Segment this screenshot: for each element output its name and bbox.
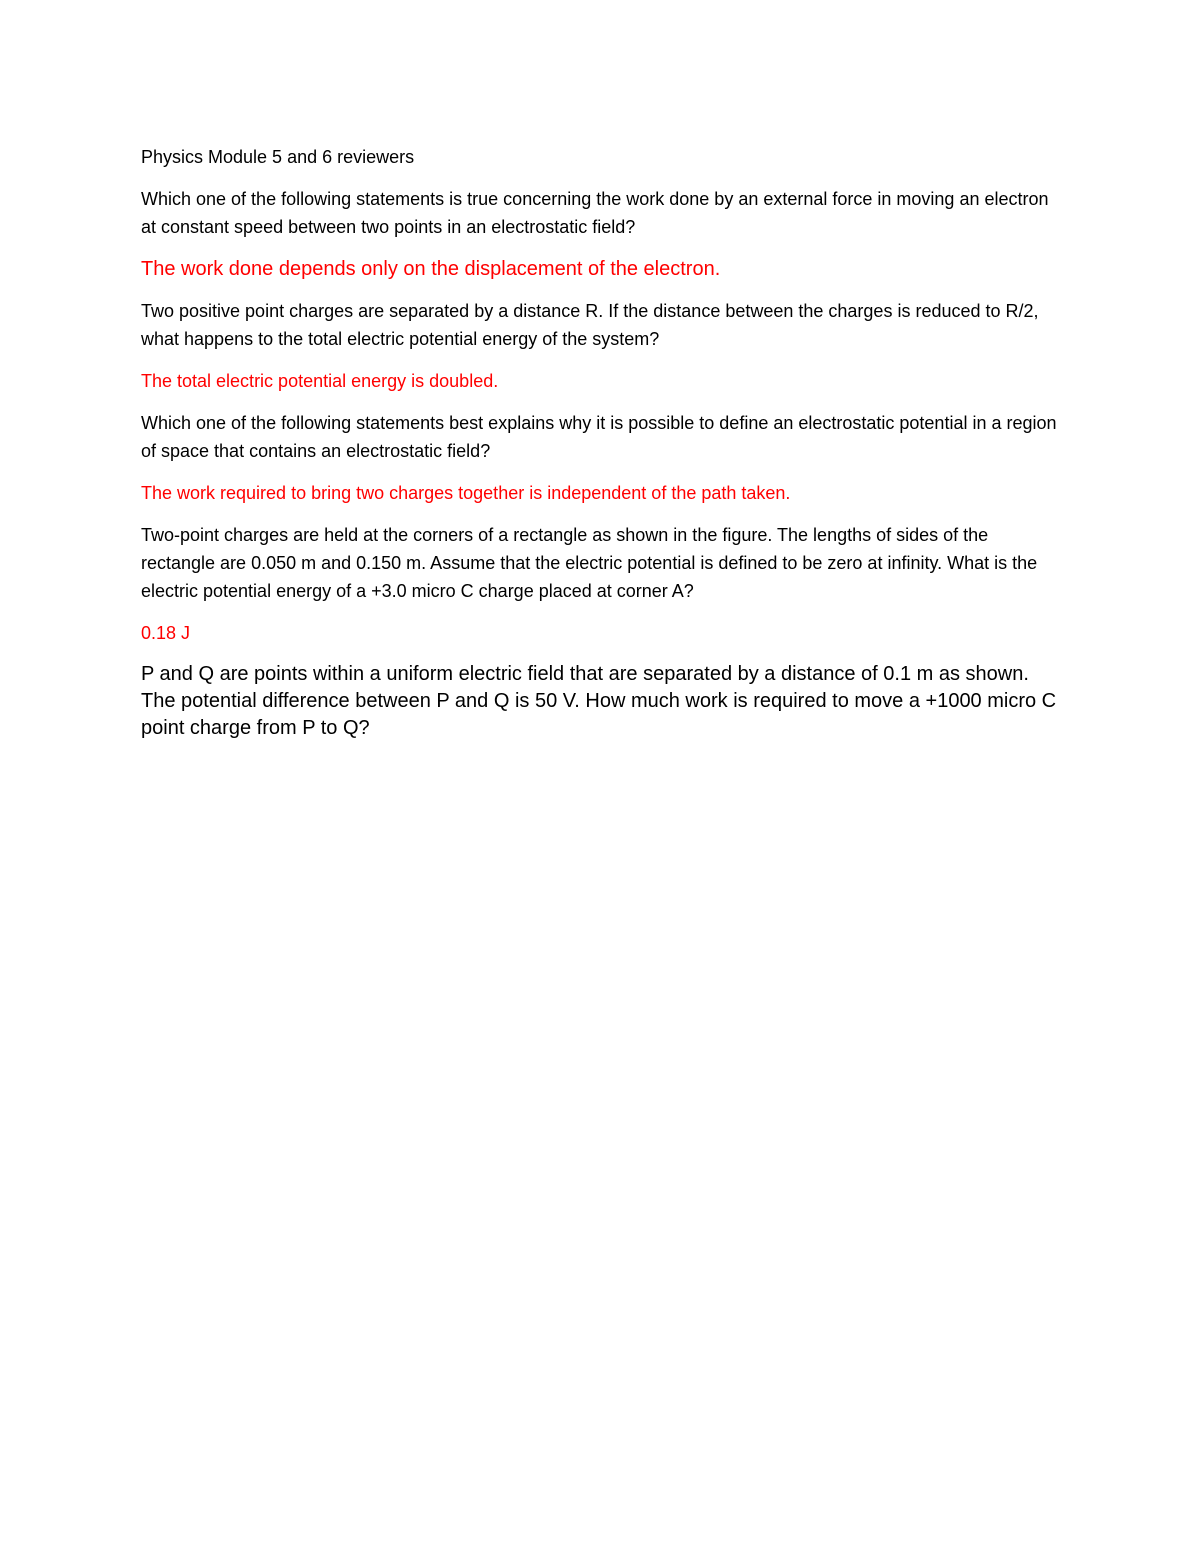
question-4: Two-point charges are held at the corners of a rectangle as shown in the figure. The lengths of sides of the rectangle are 0.050 m and 0.150 m. Assume that the electric potential is defined to be zero at infinity. What is the electric potential energy of a +3.0 micro C charge placed at corner A? bbox=[141, 525, 1038, 601]
document-content bbox=[141, 143, 1061, 742]
answer-3: The work required to bring two charges together is independent of the path taken. bbox=[141, 483, 791, 503]
question-2: Two positive point charges are separated by a distance R. If the distance between the charges is reduced to R/2, what happens to the total electric potential energy of the system? bbox=[141, 301, 1039, 349]
document-title: Physics Module 5 and 6 reviewers bbox=[141, 147, 415, 167]
answer-2: The total electric potential energy is doubled. bbox=[141, 371, 499, 391]
answer-4: 0.18 J bbox=[141, 623, 191, 643]
question-5: P and Q are points within a uniform electric field that are separated by a distance of 0.1 m as shown. The potential difference between P and Q is 50 V. How much work is required to move a +1000 micro C point charge from P to Q? bbox=[141, 663, 1057, 739]
answer-1: The work done depends only on the displacement of the electron. bbox=[141, 258, 721, 280]
question-3: Which one of the following statements best explains why it is possible to define an electrostatic potential in a region of space that contains an electrostatic field? bbox=[141, 413, 1057, 461]
question-1: Which one of the following statements is true concerning the work done by an external force in moving an electron at constant speed between two points in an electrostatic field? bbox=[141, 189, 1049, 237]
